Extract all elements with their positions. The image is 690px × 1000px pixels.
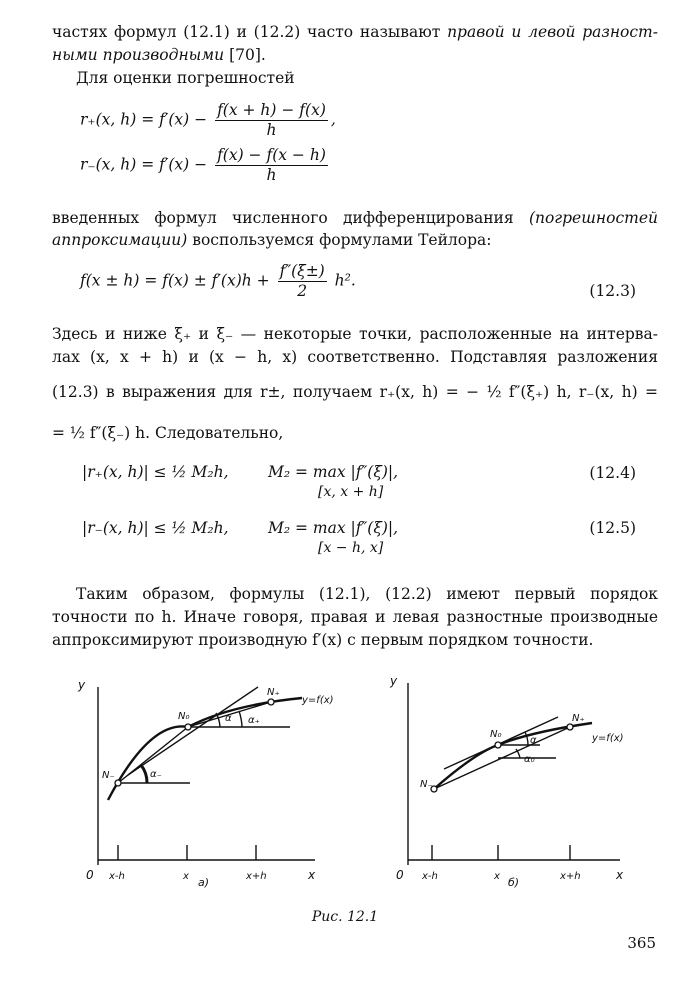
tick-label: x+h <box>246 871 267 882</box>
para3-line-3: (12.3) в выражения для r±, получаем r₊(x, h) = − ½ f″(ξ₊) h, r₋(x, h) = <box>52 383 658 401</box>
para2-emphasis-2: аппроксимации) <box>52 231 188 249</box>
intro-emphasis: правой и левой разност- <box>447 23 658 41</box>
origin-label: 0 <box>86 868 94 882</box>
angle-label: α₊ <box>248 715 260 726</box>
para4-line-3: аппроксимируют производную f′(x) с первым порядком точности. <box>52 631 594 649</box>
page-number: 365 <box>627 934 656 952</box>
curve-label: y=f(x) <box>302 695 334 706</box>
formula-r-plus <box>80 101 336 140</box>
origin-label: 0 <box>396 868 404 882</box>
intro-text: частях формул (12.1) и (12.2) часто называют <box>52 23 441 41</box>
equation-12-5-lhs: |r₋(x, h)| ≤ ½ M₂h, <box>82 519 229 537</box>
figure-b <box>380 665 640 895</box>
equation-12-4-range: [x, x + h] <box>318 484 384 500</box>
equation-12-4-max: M₂ = max |f″(ξ)|, <box>268 463 399 481</box>
curve <box>434 723 592 789</box>
error-intro: Для оценки погрешностей <box>76 69 295 87</box>
intro-ref: [70]. <box>229 46 266 64</box>
point-n0 <box>495 742 501 748</box>
tick-label: x <box>183 871 189 882</box>
fraction <box>278 262 327 301</box>
equation-12-4-lhs: |r₊(x, h)| ≤ ½ M₂h, <box>82 463 229 481</box>
fraction-numerator: f″(ξ±) <box>279 262 325 280</box>
figure-sublabel: а) <box>198 876 210 889</box>
point-label: N₀ <box>490 729 502 740</box>
curve <box>108 698 302 800</box>
formula-tail: , <box>330 110 336 129</box>
para3-line-1: Здесь и ниже ξ₊ и ξ₋ — некоторые точки, расположенные на интерва- <box>52 325 658 343</box>
axis-x-label: x <box>616 868 624 882</box>
equation-12-5-max: M₂ = max |f″(ξ)|, <box>268 519 399 537</box>
angle-label: α <box>530 735 537 746</box>
intro-line-1 <box>52 22 658 42</box>
para3-line-4: = ½ f″(ξ₋) h. Следовательно, <box>52 424 284 442</box>
figure-caption: Рис. 12.1 <box>311 909 379 925</box>
tick-label: x <box>494 871 500 882</box>
tangent-line <box>128 687 258 775</box>
tick-label: x-h <box>422 871 438 882</box>
para2-text: введенных формул численного дифференцирования <box>52 209 514 227</box>
axis-y-label: y <box>390 674 398 688</box>
point-label: N₀ <box>178 711 190 722</box>
figure-sublabel: б) <box>508 876 520 889</box>
formula-r-minus <box>80 146 331 185</box>
fraction <box>215 101 328 140</box>
formula-lhs: r₊(x, h) = f′(x) − <box>80 110 208 129</box>
angle-arc <box>239 711 242 727</box>
intro-line-2 <box>52 45 658 65</box>
equation-12-5-range: [x − h, x] <box>318 540 384 556</box>
tick-label: x+h <box>560 871 581 882</box>
equation-number: (12.3) <box>589 282 636 300</box>
para2-line-1 <box>52 208 658 228</box>
figure-a <box>70 665 340 895</box>
point-n-minus <box>115 780 121 786</box>
para2-line-2 <box>52 230 658 250</box>
point-label: N₊ <box>267 687 280 698</box>
angle-arc <box>141 765 147 783</box>
fraction-numerator: f(x) − f(x − h) <box>217 146 326 164</box>
point-label: N₋ <box>102 770 115 781</box>
para4-line-1: Таким образом, формулы (12.1), (12.2) имеют первый порядок <box>76 585 658 603</box>
point-n-plus <box>268 699 274 705</box>
angle-label: α₋ <box>150 769 162 780</box>
para2-emphasis: (погрешностей <box>528 209 658 227</box>
fraction <box>215 146 328 185</box>
curve-label: y=f(x) <box>592 733 624 744</box>
point-label: N₋ <box>420 779 433 790</box>
equation-number: (12.4) <box>589 464 636 482</box>
point-n0 <box>185 724 191 730</box>
fraction-numerator: f(x + h) − f(x) <box>217 101 326 119</box>
fraction-denominator: h <box>266 166 277 184</box>
para3-line-2: лах (x, x + h) и (x − h, x) соответственно. Подставляя разложения <box>52 348 658 366</box>
equation-tail: h². <box>334 271 356 290</box>
tick-label: x-h <box>109 871 125 882</box>
equation-12-3 <box>80 262 356 301</box>
axis-x-label: x <box>308 868 316 882</box>
para4-line-2: точности по h. Иначе говоря, правая и левая разностные производные <box>52 608 658 626</box>
equation-number: (12.5) <box>589 519 636 537</box>
fraction-denominator: h <box>266 121 277 139</box>
point-n-plus <box>567 724 573 730</box>
point-label: N₊ <box>572 713 585 724</box>
equation-lhs: f(x ± h) = f(x) ± f′(x)h + <box>80 271 270 290</box>
fraction-denominator: 2 <box>297 282 308 300</box>
angle-label: α <box>225 713 232 724</box>
angle-arc <box>525 732 528 745</box>
para2-text-2: воспользуемся формулами Тейлора: <box>192 231 492 249</box>
axis-y-label: y <box>78 678 86 692</box>
intro-emphasis-2: ными производными <box>52 46 225 64</box>
formula-lhs: r₋(x, h) = f′(x) − <box>80 155 208 174</box>
angle-label: α₀ <box>524 754 535 765</box>
